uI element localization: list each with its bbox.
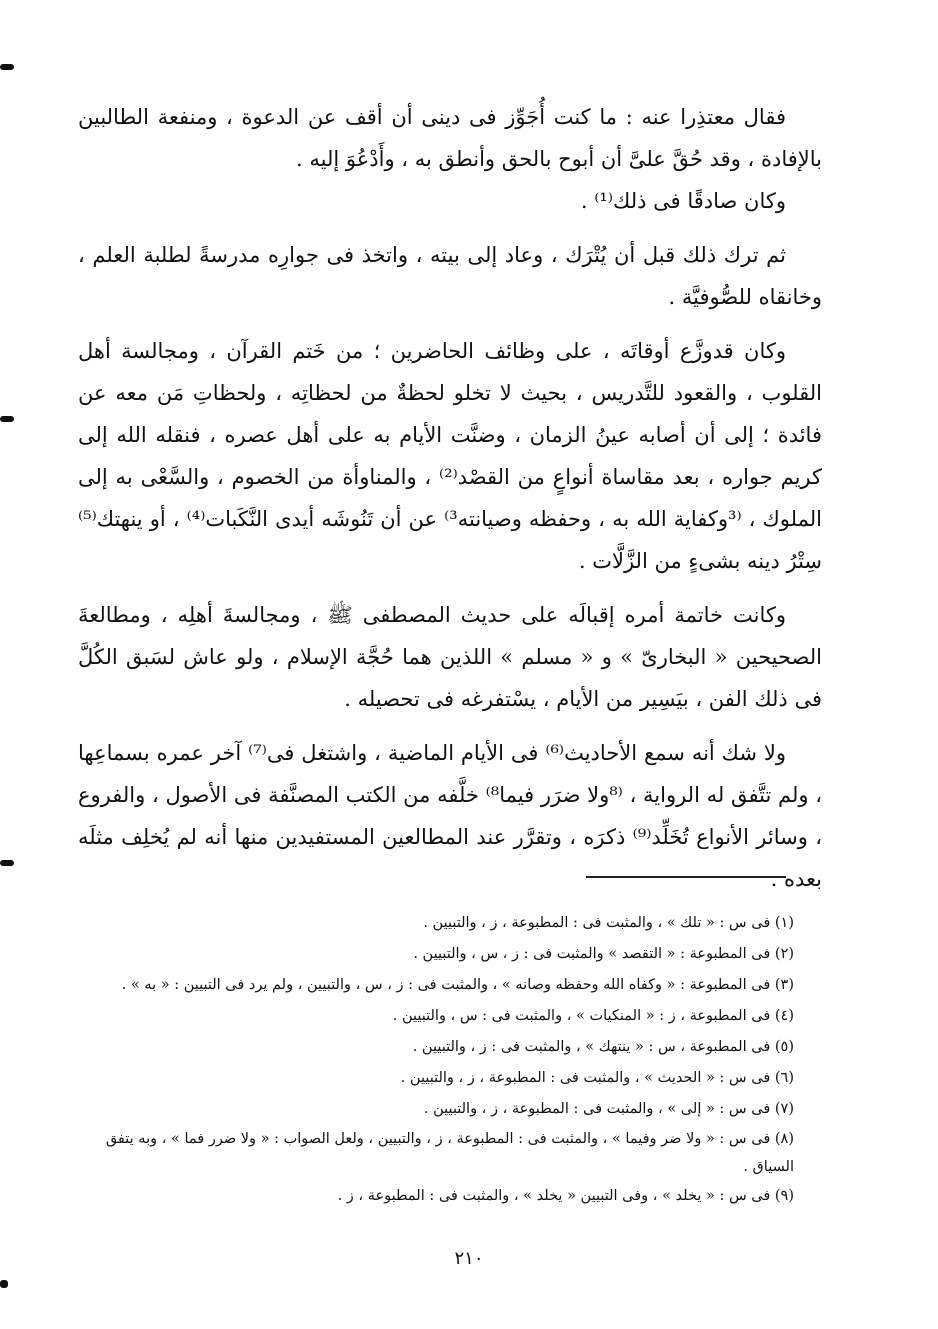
scan-edge-mark	[0, 64, 14, 70]
footnotes	[60, 908, 794, 1212]
paragraph: وكان صادقًا فى ذلك⁽¹⁾ .	[580, 189, 786, 213]
main-text	[78, 96, 822, 912]
footnote-divider	[586, 876, 786, 878]
footnote: (٨) فى س : « ولا ضر وفيما » ، والمثبت فى : المطبوعة ، ز ، والتبيين ، ولعل الصواب : « ولا ضرر فما » ، وبه يتفق السياق .	[105, 1131, 794, 1175]
footnote: (٣) فى المطبوعة : « وكفاه الله وحفظه وصانه » ، والمثبت فى : ز ، س ، والتبيين ، ولم يرد فى التبيين : « به » .	[121, 977, 794, 993]
footnote: (٦) فى س : « الحديث » ، والمثبت فى : المطبوعة ، ز ، والتبيين .	[400, 1070, 794, 1086]
footnote: (٤) فى المطبوعة ، ز : « المنكيات » ، والمثبت فى : س ، والتبيين .	[392, 1008, 794, 1024]
footnote: (١) فى س : « تلك » ، والمثبت فى : المطبوعة ، ز ، والتبيين .	[423, 915, 794, 931]
paragraph: وكان قدوزَّع أوقاتَه ، على وظائف الحاضرين ؛ من خَتم القرآن ، ومجالسة أهل القلوب ، والقعود للتَّدريس ، بحيث لا تخلو لحظةٌ من لحظاتِه ، ولحظاتِ مَن معه عن فائدة ؛ إلى أن أصابه عينُ الزمان ، وضنَّت الأيام به على أهل عصره ، فنقله الله إلى كريم جواره ، بعد مقاساة أنواعٍ من القصْد⁽²⁾ ، والمناوأة من الخصوم ، والسَّعْى به إلى الملوك ، ⁽³وكفاية الله به ، وحفظه وصيانته³⁾ عن أن تَنُوشَه أيدى النَّكَبات⁽⁴⁾ ، أو ينهتك⁽⁵⁾ سِتْرُ دينه بشىءٍ من الزَّلَّات .	[78, 339, 822, 573]
paragraph: فقال معتذِرا عنه : ما كنت أُجَوِّز فى دينى أن أقف عن الدعوة ، ومنفعة الطالبين بالإفادة ، وقد حُقَّ علىَّ أن أبوح بالحق وأنطق به ، وأَدْعُوَ إليه .	[78, 105, 822, 171]
footnote: (٧) فى س : « إلى » ، والمثبت فى : المطبوعة ، ز ، والتبيين .	[423, 1101, 794, 1117]
footnote: (٥) فى المطبوعة ، س : « ينتهك » ، والمثبت فى : ز ، والتبيين .	[412, 1039, 794, 1055]
paragraph: ثم ترك ذلك قبل أن يُتْرَك ، وعاد إلى بيته ، واتخذ فى جوارِه مدرسةً لطلبة العلم ، وخانقاه للصُّوفيَّة .	[78, 243, 822, 309]
paragraph: ولا شك أنه سمع الأحاديث⁽⁶⁾ فى الأيام الماضية ، واشتغل فى⁽⁷⁾ آخر عمره بسماعِها ، ولم تتَّفق له الرواية ، ⁽⁸ولا ضرَر فيما⁸⁾ خلَّفه من الكتب المصنَّفة فى الأصول ، والفروع ، وسائر الأنواع تُخَلِّد⁽⁹⁾ ذكرَه ، وتقرَّر عند المطالعين المستفيدين منها أنه لم يُخلِف مثلَه بعده .	[78, 741, 823, 891]
page-number: ٢١٠	[454, 1248, 484, 1269]
footnote: (٢) فى المطبوعة : « التقصد » والمثبت فى : ز ، س ، والتبيين .	[413, 946, 794, 962]
scan-edge-mark	[0, 416, 14, 422]
scan-edge-mark	[0, 860, 14, 866]
paragraph: وكانت خاتمة أمره إقبالَه على حديث المصطفى ﷺ ، ومجالسةَ أهلِه ، ومطالعةَ الصحيحين « البخارىّ » و « مسلم » اللذين هما حُجَّة الإسلام ، ولو عاش لسَبق الكُلَّ فى ذلك الفن ، بيَسِير من الأيام ، يسْتفرغه فى تحصيله .	[78, 603, 822, 711]
footnote: (٩) فى س : « يخلد » ، وفى التبيين « يخلد » ، والمثبت فى : المطبوعة ، ز .	[337, 1188, 794, 1204]
scan-edge-mark	[0, 1280, 8, 1288]
